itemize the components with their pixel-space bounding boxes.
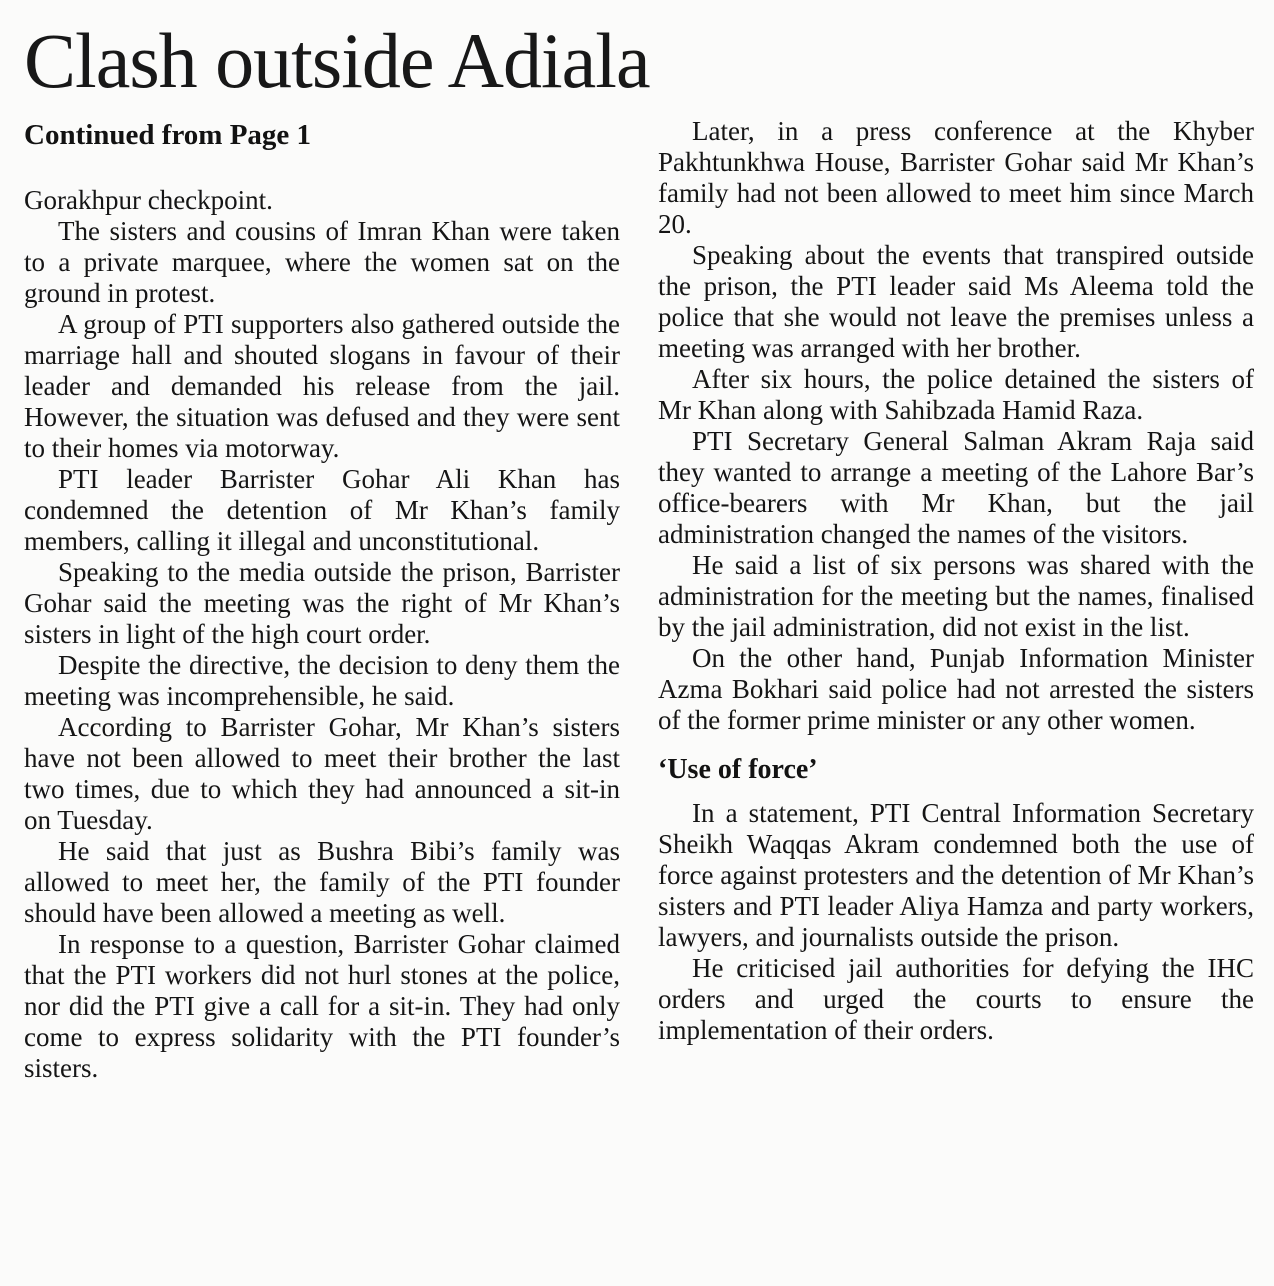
headline: Clash outside Adiala [24, 17, 650, 104]
paragraph: Speaking to the media outside the prison, Barrister Gohar said the meeting was the right of Mr Khan’s sisters in light of the high court order. [24, 556, 620, 649]
right-column [658, 116, 1254, 1084]
paragraph: Gorakhpur checkpoint. [24, 184, 273, 215]
paragraph: PTI Secretary General Salman Akram Raja said they wanted to arrange a meeting of the Lahore Bar’s office-bearers with Mr Khan, but the jail administration changed the names of the visitors. [658, 425, 1254, 549]
paragraph: On the other hand, Punjab Information Minister Azma Bokhari said police had not arrested the sisters of the former prime minister or any other women. [658, 642, 1254, 735]
paragraph: Despite the directive, the decision to deny them the meeting was incomprehensible, he said. [24, 649, 620, 711]
paragraph: In response to a question, Barrister Gohar claimed that the PTI workers did not hurl stones at the police, nor did the PTI give a call for a sit-in. They had only come to express solidarity with the PTI founder’s sisters. [24, 928, 620, 1083]
paragraph: He said that just as Bushra Bibi’s family was allowed to meet her, the family of the PTI founder should have been allowed a meeting as well. [24, 835, 620, 928]
paragraph: PTI leader Barrister Gohar Ali Khan has condemned the detention of Mr Khan’s family members, calling it illegal and unconstitutional. [24, 463, 620, 556]
paragraph: A group of PTI supporters also gathered outside the marriage hall and shouted slogans in favour of their leader and demanded his release from the jail. However, the situation was defused and they were sent to their homes via motorway. [24, 308, 620, 463]
paragraph: According to Barrister Gohar, Mr Khan’s sisters have not been allowed to meet their brother the last two times, due to which they had announced a sit-in on Tuesday. [24, 711, 620, 835]
article-columns [0, 106, 1274, 1084]
subhead-use-of-force: ‘Use of force’ [658, 753, 818, 785]
left-column [24, 116, 620, 1084]
paragraph: He criticised jail authorities for defying the IHC orders and urged the courts to ensure the implementation of their orders. [658, 952, 1254, 1045]
paragraph: In a statement, PTI Central Information Secretary Sheikh Waqqas Akram condemned both the use of force against protesters and the detention of Mr Khan’s sisters and PTI leader Aliya Hamza and party workers, lawyers, and journalists outside the prison. [658, 797, 1254, 952]
paragraph: Later, in a press conference at the Khyber Pakhtunkhwa House, Barrister Gohar said Mr Khan’s family had not been allowed to meet him since March 20. [658, 115, 1254, 239]
paragraph: He said a list of six persons was shared with the administration for the meeting but the names, finalised by the jail administration, did not exist in the list. [658, 549, 1254, 642]
paragraph: Speaking about the events that transpired outside the prison, the PTI leader said Ms Aleema told the police that she would not leave the premises unless a meeting was arranged with her brother. [658, 239, 1254, 363]
paragraph: After six hours, the police detained the sisters of Mr Khan along with Sahibzada Hamid Raza. [658, 363, 1254, 425]
continued-from-label: Continued from Page 1 [24, 118, 312, 151]
paragraph: The sisters and cousins of Imran Khan were taken to a private marquee, where the women sat on the ground in protest. [24, 215, 620, 308]
